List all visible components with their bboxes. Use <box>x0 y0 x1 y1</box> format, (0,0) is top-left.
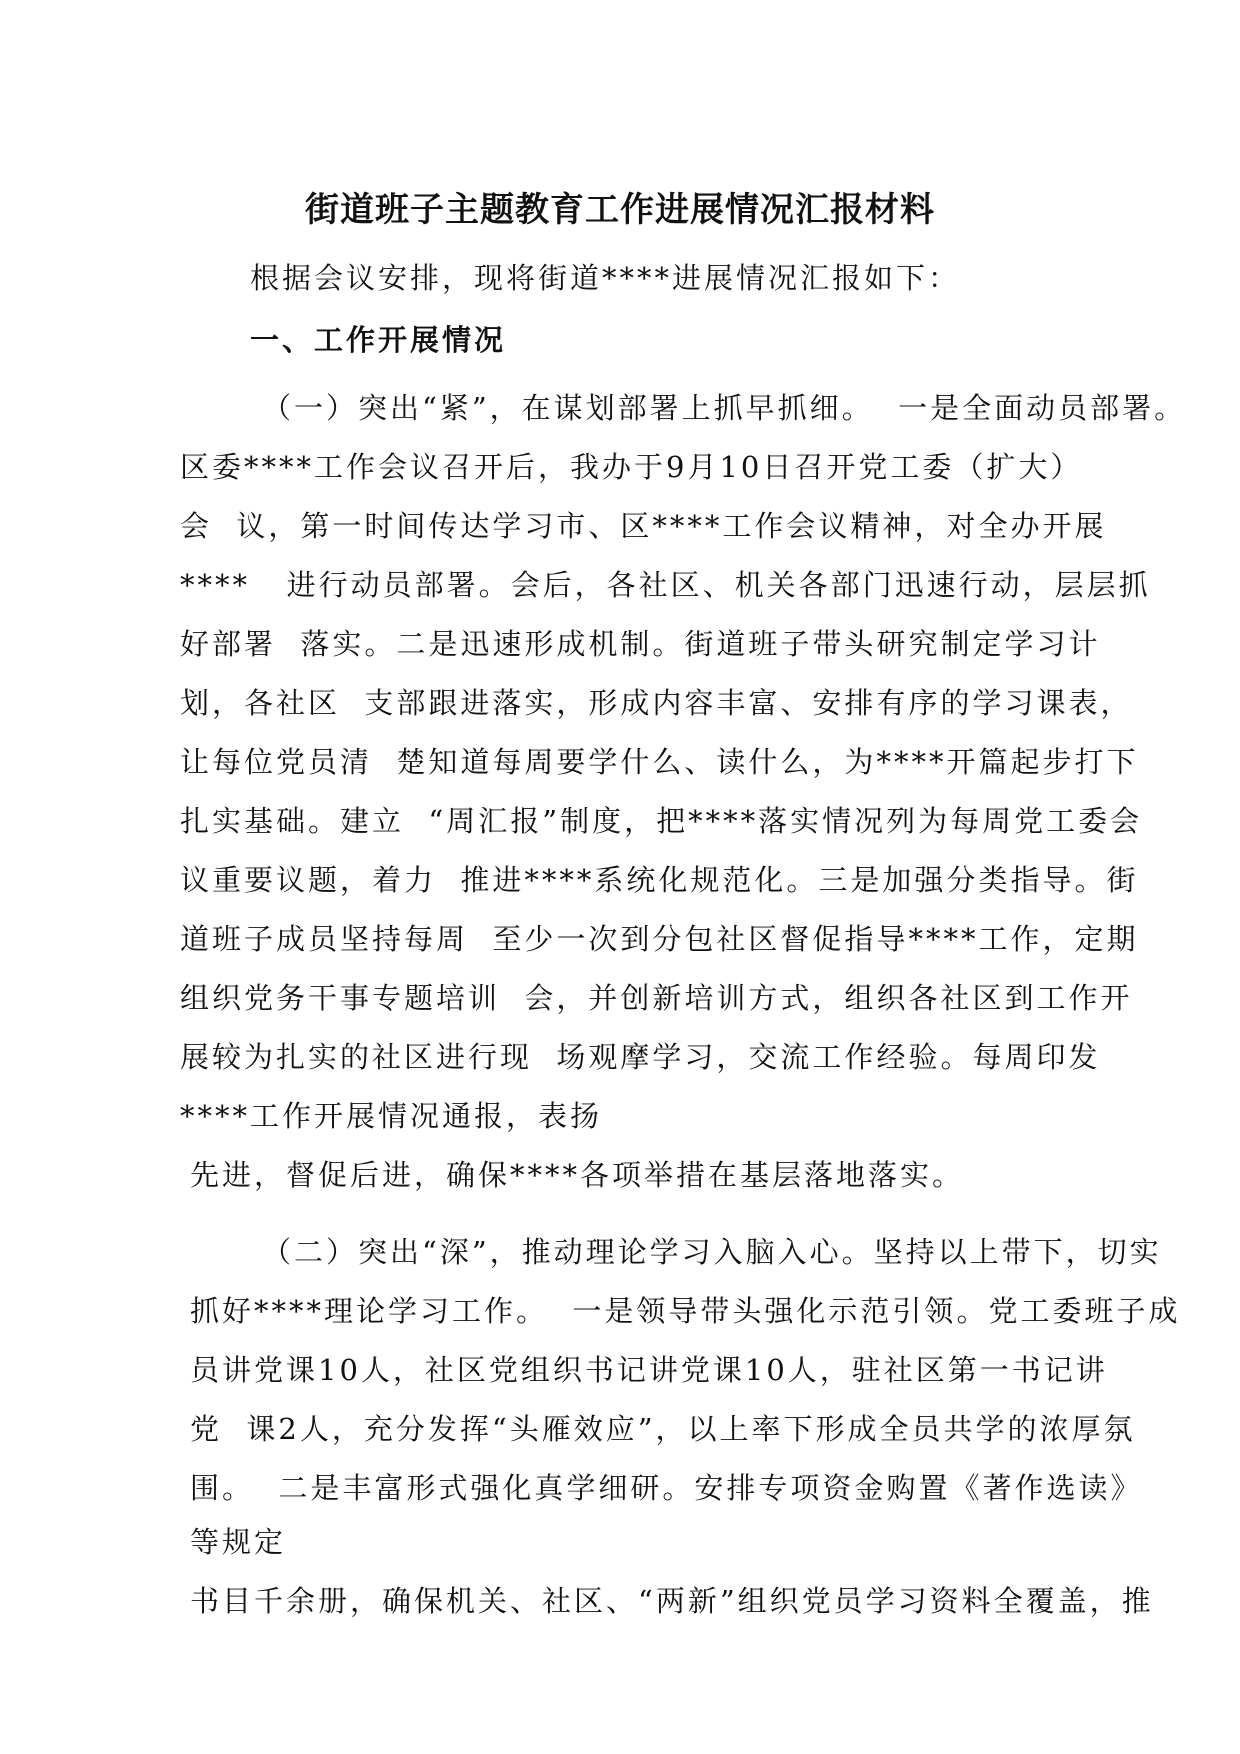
paragraph-line: 区委****工作会议召开后，我办于9月10日召开党工委（扩大） <box>180 450 1083 484</box>
paragraph-line: （一）突出“紧”，在谋划部署上抓早抓细。 一是全面动员部署。 <box>262 391 1187 425</box>
paragraph-line: 员讲党课10人，社区党组织书记讲党课10人，驻社区第一书记讲 <box>190 1353 1108 1387</box>
section-heading: 一、工作开展情况 <box>250 323 507 357</box>
paragraph-line: 好部署 落实。二是迅速形成机制。街道班子带头研究制定学习计 <box>180 627 1101 661</box>
paragraph-line: 让每位党员清 楚知道每周要学什么、读什么，为****开篇起步打下 <box>180 745 1139 779</box>
paragraph-line: ****工作开展情况通报，表扬 <box>180 1099 603 1133</box>
paragraph-line: **** 进行动员部署。会后，各社区、机关各部门迅速行动，层层抓 <box>180 568 1151 602</box>
paragraph-line: 道班子成员坚持每周 至少一次到分包社区督促指导****工作，定期 <box>180 922 1139 956</box>
paragraph-line: 等规定 <box>190 1525 287 1559</box>
paragraph-line: （二）突出“深”，推动理论学习入脑入心。坚持以上带下，切实 <box>262 1235 1162 1269</box>
paragraph-line: 划，各社区 支部跟进落实，形成内容丰富、安排有序的学习课表， <box>180 686 1133 720</box>
paragraph-line: 抓好****理论学习工作。 一是领导带头强化示范引领。党工委班子成 <box>190 1294 1181 1328</box>
intro-paragraph: 根据会议安排，现将街道****进展情况汇报如下： <box>250 261 961 295</box>
paragraph-line: 党 课2人，充分发挥“头雁效应”，以上率下形成全员共学的浓厚氛 <box>190 1412 1136 1446</box>
paragraph-line: 展较为扎实的社区进行现 场观摩学习，交流工作经验。每周印发 <box>180 1040 1101 1074</box>
paragraph-line: 围。 二是丰富形式强化真学细研。安排专项资金购置《著作选读》 <box>190 1471 1143 1505</box>
paragraph-line: 组织党务干事专题培训 会，并创新培训方式，组织各社区到工作开 <box>180 981 1133 1015</box>
paragraph-line: 扎实基础。建立 “周汇报”制度，把****落实情况列为每周党工委会 <box>180 804 1143 838</box>
paragraph-line: 会 议，第一时间传达学习市、区****工作会议精神，对全办开展 <box>180 509 1107 543</box>
paragraph-line: 先进，督促后进，确保****各项举措在基层落地落实。 <box>190 1158 965 1192</box>
document-title: 街道班子主题教育工作进展情况汇报材料 <box>305 190 935 230</box>
paragraph-line: 议重要议题，着力 推进****系统化规范化。三是加强分类指导。街 <box>180 863 1139 897</box>
paragraph-line: 书目千余册，确保机关、社区、“两新”组织党员学习资料全覆盖，推 <box>190 1584 1154 1618</box>
